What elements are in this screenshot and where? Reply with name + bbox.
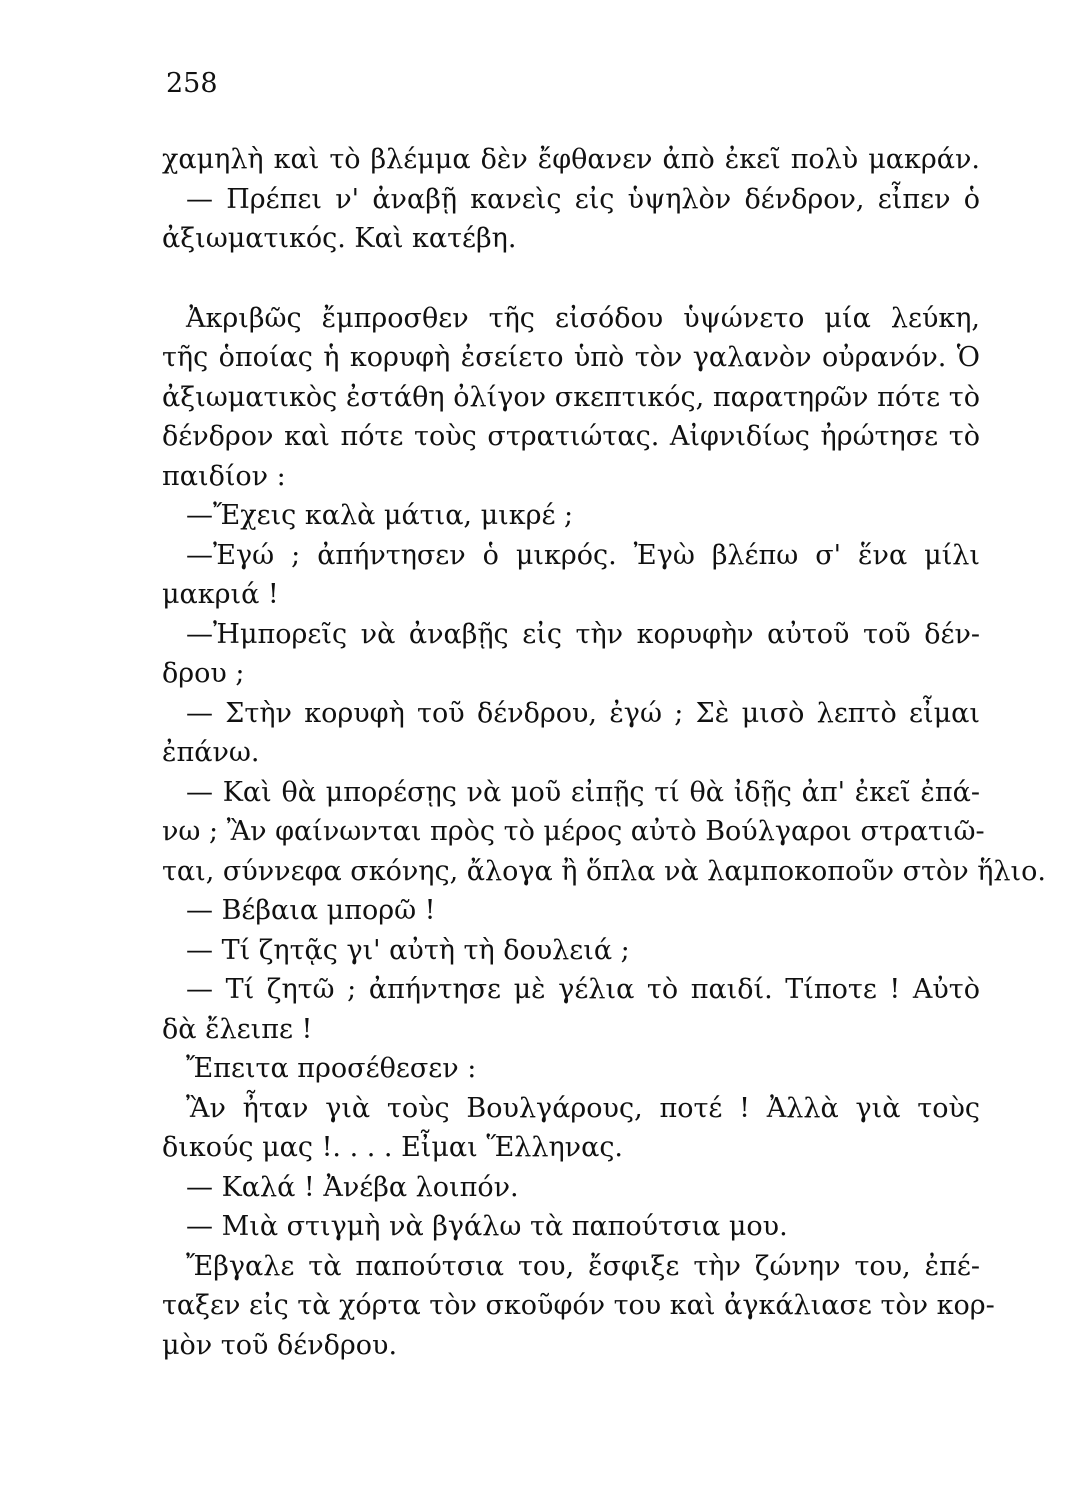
text-line: ἀξιωματικὸς ἐστάθη ὀλίγον σκεπτικός, παρατηρῶν πότε τὸ (162, 381, 980, 413)
text-line: — Πρέπει ν' ἀναβῇ κανεὶς εἰς ὑψηλὸν δένδρον, εἶπεν ὁ (186, 183, 980, 215)
text-line: δρου ; (162, 658, 245, 689)
text-line: Ἔπειτα προσέθεσεν : (186, 1053, 477, 1084)
text-line: —Ἠμπορεῖς νὰ ἀναβῇς εἰς τὴν κορυφὴν αὐτοῦ τοῦ δέν- (186, 618, 980, 650)
text-line: — Μιὰ στιγμὴ νὰ βγάλω τὰ παπούτσια μου. (186, 1211, 788, 1242)
text-line: — Τί ζητῶ ; ἀπήντησε μὲ γέλια τὸ παιδί. Τίποτε ! Αὐτὸ (186, 974, 980, 1005)
text-line: — Τί ζητᾷς γι' αὐτὴ τὴ δουλειά ; (186, 934, 630, 966)
page-text (162, 140, 1046, 1365)
text-line: — Καὶ θὰ μπορέσῃς νὰ μοῦ εἰπῇς τί θὰ ἰδῇς ἀπ' ἐκεῖ ἐπά- (186, 776, 980, 808)
text-line: νω ; Ἂν φαίνωνται πρὸς τὸ μέρος αὐτὸ Βούλγαροι στρατιῶ- (162, 816, 985, 847)
text-line: Ἂν ἦταν γιὰ τοὺς Βουλγάρους, ποτέ ! Ἀλλὰ γιὰ τοὺς (186, 1092, 980, 1124)
text-line: Ἀκριβῶς ἔμπροσθεν τῆς εἰσόδου ὑψώνετο μία λεύκη, (186, 302, 980, 334)
text-line: ἀξιωματικός. Καὶ κατέβη. (162, 223, 517, 254)
text-line: δὰ ἔλειπε ! (162, 1013, 313, 1045)
text-line: — Στὴν κορυφὴ τοῦ δένδρου, ἐγώ ; Σὲ μισὸ λεπτὸ εἶμαι (186, 697, 980, 729)
text-line: μακριά ! (162, 579, 279, 610)
text-line: ἐπάνω. (162, 737, 260, 768)
text-line: Ἔβγαλε τὰ παπούτσια του, ἔσφιξε τὴν ζώνην του, ἐπέ- (186, 1250, 980, 1282)
text-line: χαμηλὴ καὶ τὸ βλέμμα δὲν ἔφθανεν ἀπὸ ἐκεῖ πολὺ μακράν. (162, 144, 980, 175)
text-line: —Ἐγώ ; ἀπήντησεν ὁ μικρός. Ἐγὼ βλέπω σ' ἕνα μίλι (186, 539, 980, 571)
text-line: δικούς μας !. . . . Εἶμαι Ἕλληνας. (162, 1132, 624, 1163)
text-line: — Καλά ! Ἀνέβα λοιπόν. (186, 1171, 519, 1203)
text-line: τῆς ὁποίας ἡ κορυφὴ ἐσείετο ὑπὸ τὸν γαλανὸν οὐρανόν. Ὁ (162, 342, 980, 373)
text-line: δένδρον καὶ πότε τοὺς στρατιώτας. Αἰφνιδίως ἠρώτησε τὸ (162, 421, 980, 452)
text-line: ταξεν εἰς τὰ χόρτα τὸν σκοῦφόν του καὶ ἀγκάλιασε τὸν κορ- (162, 1290, 995, 1321)
text-line: παιδίον : (162, 460, 286, 492)
text-line: — Βέβαια μπορῶ ! (186, 895, 436, 926)
text-line: —Ἔχεις καλὰ μάτια, μικρέ ; (186, 500, 574, 531)
text-line: ται, σύννεφα σκόνης, ἄλογα ἢ ὅπλα νὰ λαμποκοποῦν στὸν ἥλιο. (162, 855, 1046, 887)
page-number: 258 (166, 68, 218, 99)
text-line: μὸν τοῦ δένδρου. (162, 1329, 398, 1361)
